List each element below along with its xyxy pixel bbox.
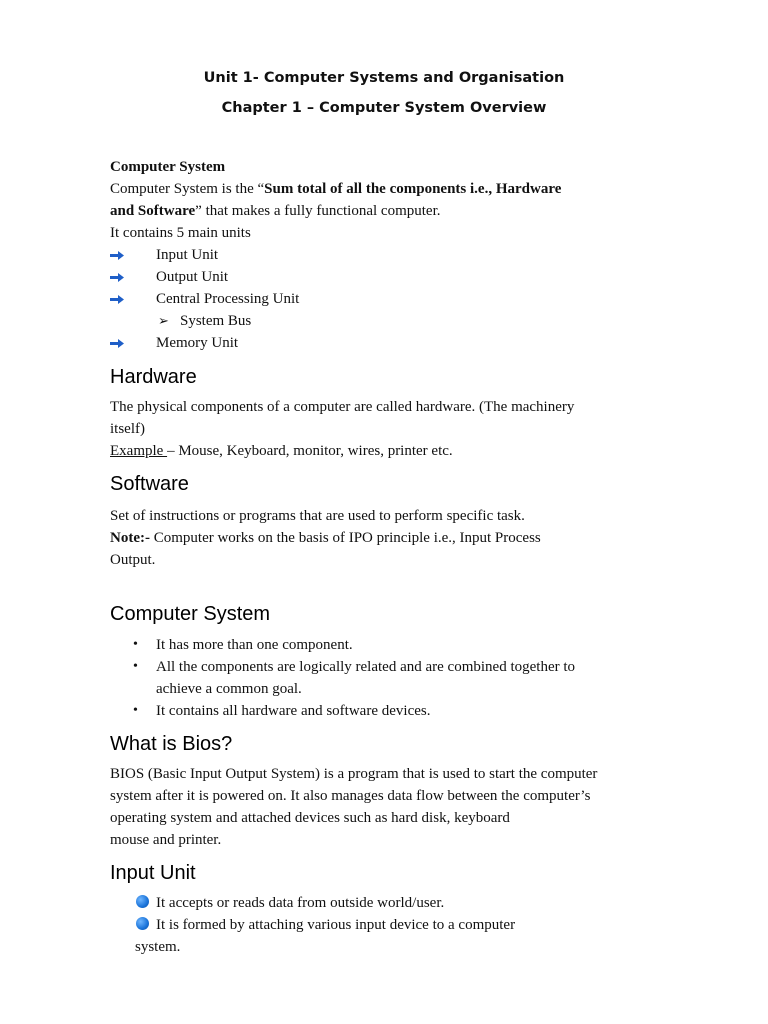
intro-line-2: and Software” that makes a fully functional computer. xyxy=(110,203,441,219)
list-item: All the components are logically related and are combined together to xyxy=(156,659,576,675)
bios-line: mouse and printer. xyxy=(110,832,222,848)
arrowhead-icon: ➢ xyxy=(158,313,169,328)
input-unit-heading: Input Unit xyxy=(110,862,196,884)
blue-arrow-icon xyxy=(110,339,124,348)
bios-line: operating system and attached devices such as hard disk, keyboard xyxy=(110,810,510,826)
bios-line: BIOS (Basic Input Output System) is a program that is used to start the computer xyxy=(110,766,598,782)
computer-system-heading: Computer System xyxy=(110,603,271,625)
list-item: It contains all hardware and software devices. xyxy=(156,703,431,719)
bios-line: system after it is powered on. It also manages data flow between the computer’s xyxy=(110,788,591,804)
input-unit-item: It is formed by attaching various input device to a computer xyxy=(156,917,516,933)
intro-line-3: It contains 5 main units xyxy=(110,225,251,241)
unit-item: Input Unit xyxy=(156,247,219,263)
bullet-icon: • xyxy=(133,637,138,652)
bullet-icon: • xyxy=(133,703,138,718)
unit-sub-item: System Bus xyxy=(180,313,252,329)
hardware-example: Example – Mouse, Keyboard, monitor, wires, printer etc. xyxy=(110,443,453,459)
unit-item: Output Unit xyxy=(156,269,229,285)
blue-circle-icon xyxy=(136,917,149,930)
blue-arrow-icon xyxy=(110,251,124,260)
hardware-heading: Hardware xyxy=(110,366,197,388)
list-item-continued: achieve a common goal. xyxy=(156,681,302,697)
unit-item: Central Processing Unit xyxy=(156,291,300,307)
blue-circle-icon xyxy=(136,895,149,908)
bios-heading: What is Bios? xyxy=(110,733,233,755)
hardware-line-2: itself) xyxy=(110,421,145,437)
intro-line-1: Computer System is the “Sum total of all the components i.e., Hardware xyxy=(110,181,562,197)
hardware-line-1: The physical components of a computer are called hardware. (The machinery xyxy=(110,399,575,415)
software-line-1: Set of instructions or programs that are used to perform specific task. xyxy=(110,508,525,524)
unit-title: Unit 1- Computer Systems and Organisation xyxy=(203,70,565,86)
intro-heading: Computer System xyxy=(110,159,226,175)
list-item: It has more than one component. xyxy=(156,637,353,653)
software-note-line-2: Output. xyxy=(110,552,156,568)
blue-arrow-icon xyxy=(110,295,124,304)
blue-arrow-icon xyxy=(110,273,124,282)
bullet-icon: • xyxy=(133,659,138,674)
input-unit-item-continued: system. xyxy=(135,939,181,955)
input-unit-item: It accepts or reads data from outside world/user. xyxy=(156,895,445,911)
software-heading: Software xyxy=(110,473,189,495)
chapter-title: Chapter 1 – Computer System Overview xyxy=(221,100,547,116)
software-note: Note:- Computer works on the basis of IPO principle i.e., Input Process xyxy=(110,530,541,546)
unit-item: Memory Unit xyxy=(156,335,239,351)
